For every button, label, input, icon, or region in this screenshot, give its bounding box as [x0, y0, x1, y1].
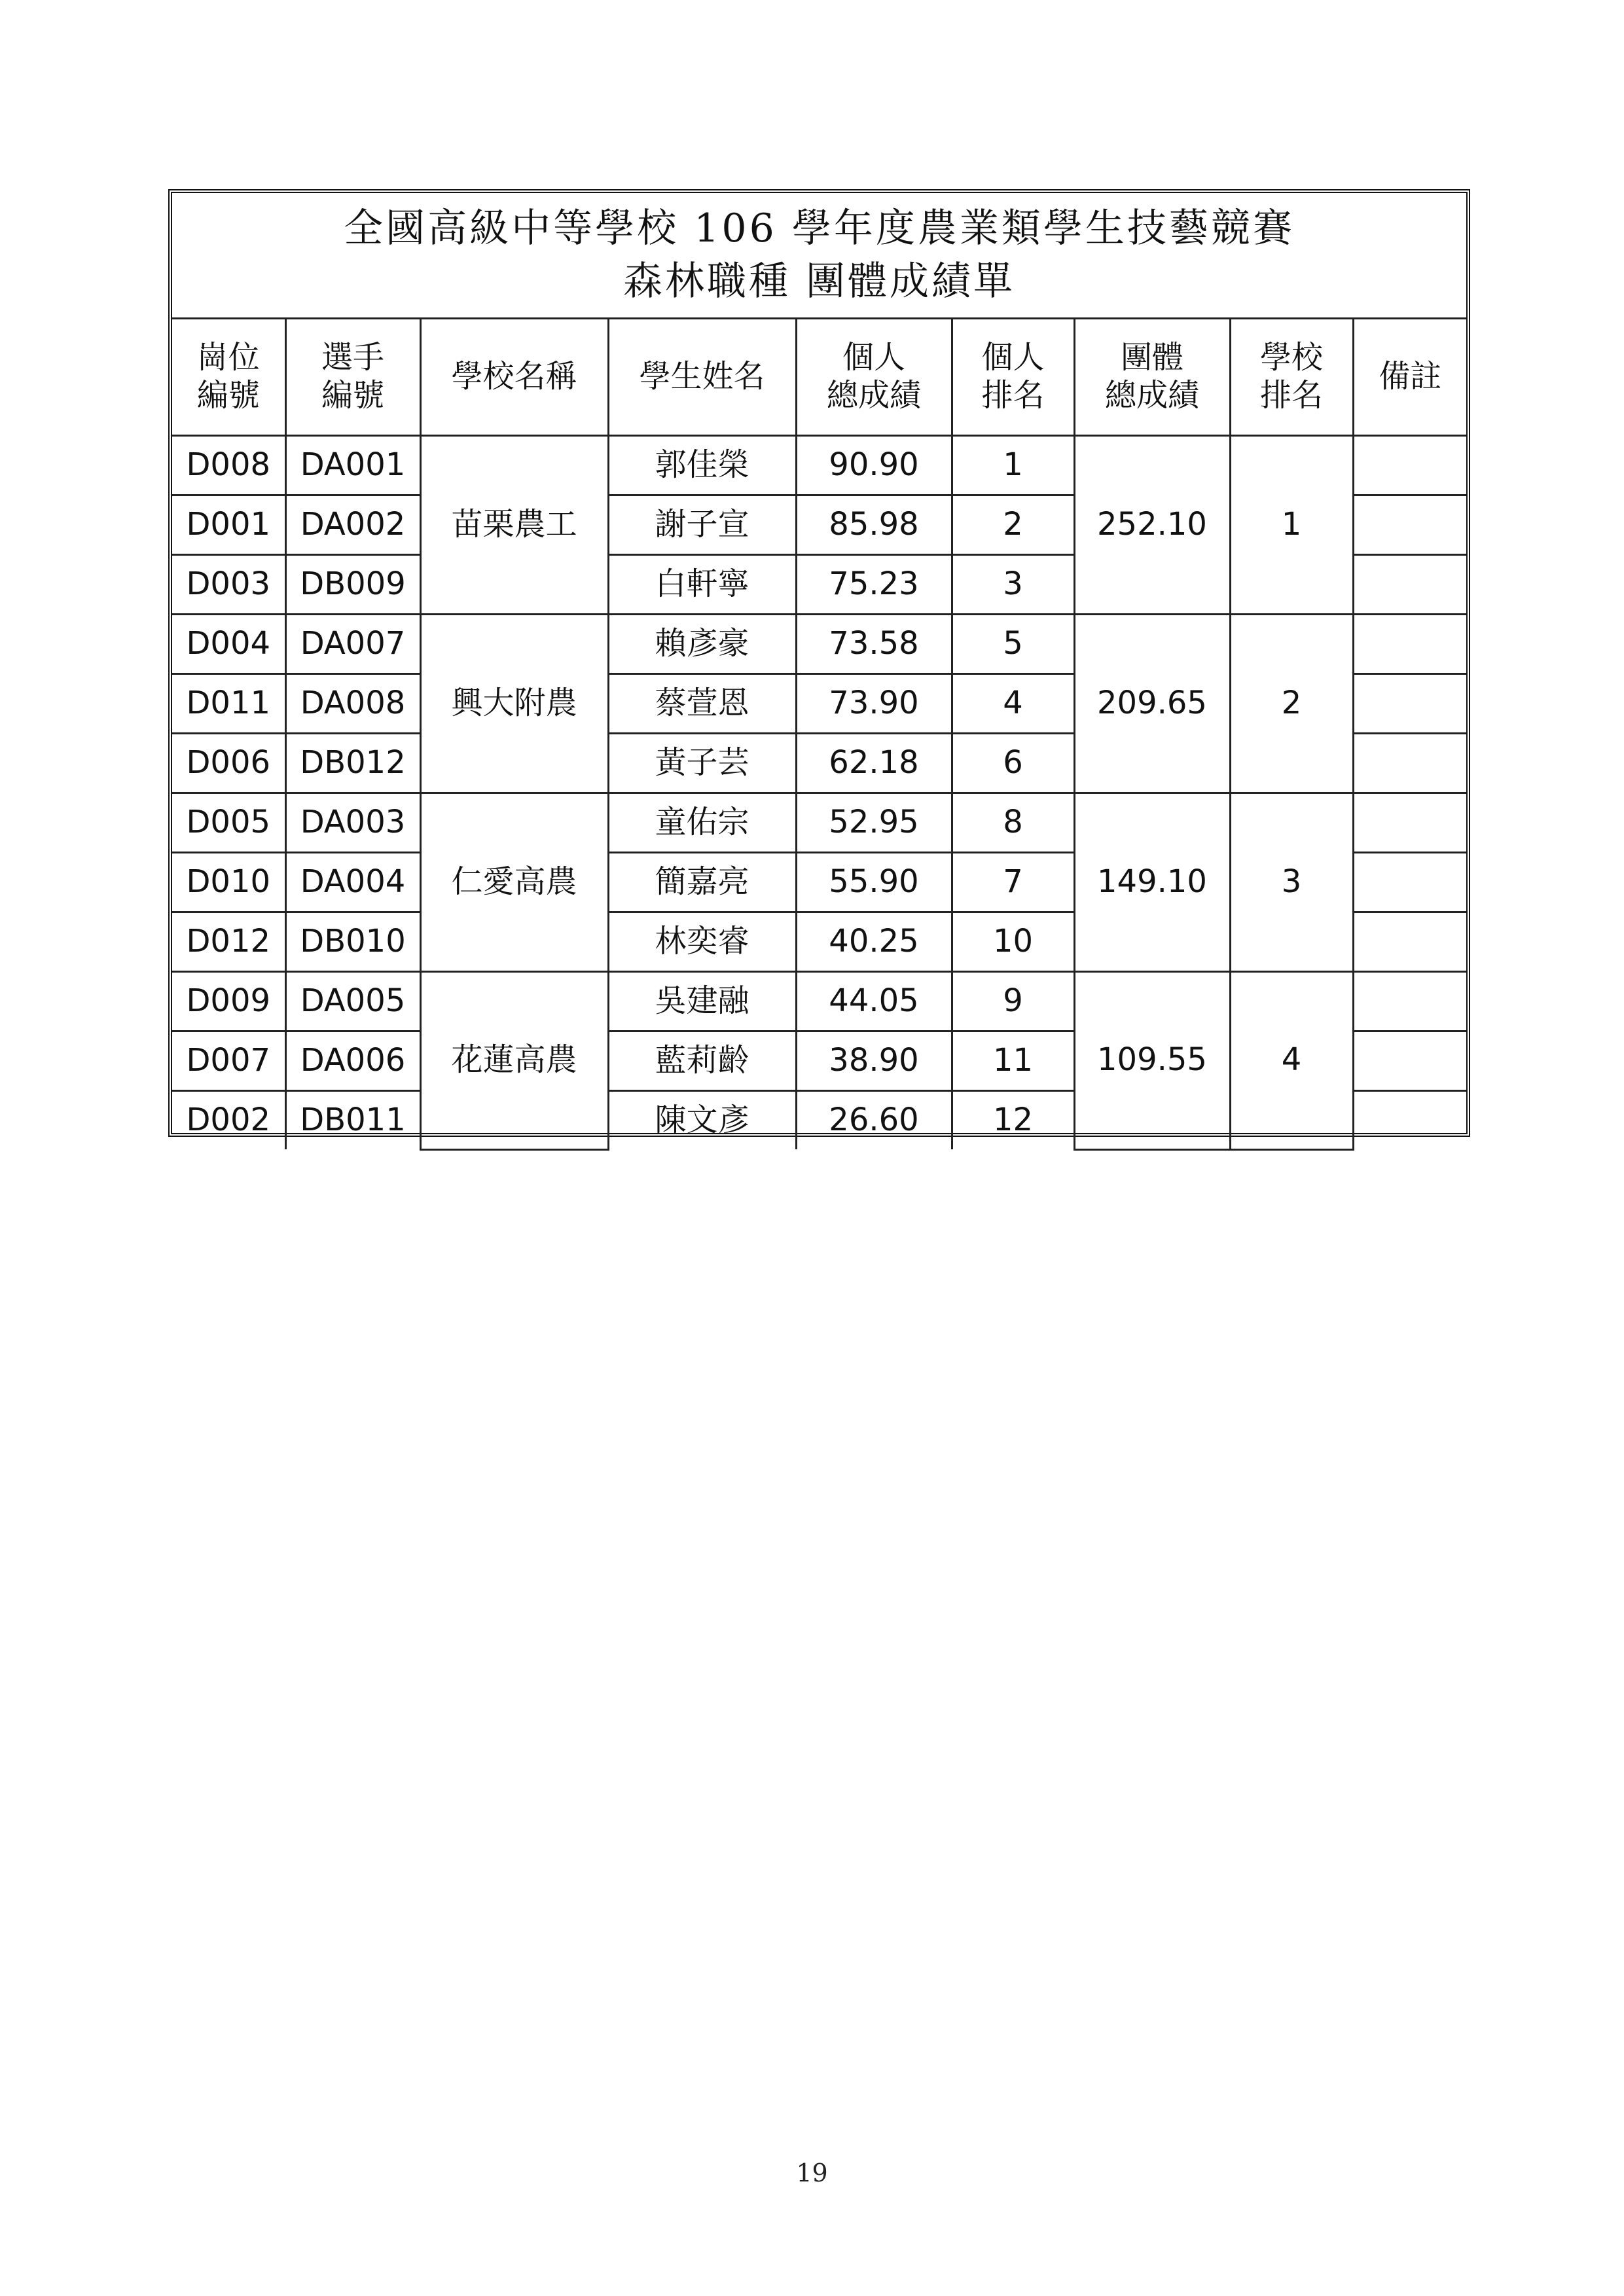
individual-rank-cell: 4	[952, 674, 1074, 734]
title-line-1: 全國高級中等學校 106 學年度農業類學生技藝競賽	[344, 206, 1295, 251]
player-number-cell: DA008	[285, 674, 420, 734]
header-team-score: 團體 總成績	[1074, 319, 1230, 436]
individual-score-cell: 85.98	[796, 495, 952, 555]
individual-rank-cell: 8	[952, 793, 1074, 853]
student-name-cell: 陳文彥	[608, 1091, 796, 1150]
remarks-cell	[1353, 674, 1466, 734]
student-name-cell: 蔡萱恩	[608, 674, 796, 734]
station-number-cell: D004	[172, 615, 285, 674]
individual-score-cell: 44.05	[796, 972, 952, 1031]
station-number-cell: D003	[172, 555, 285, 615]
player-number-cell: DA002	[285, 495, 420, 555]
student-name-cell: 吳建融	[608, 972, 796, 1031]
results-table-frame	[168, 189, 1470, 1137]
school-name-cell: 苗栗農工	[420, 436, 608, 615]
remarks-cell	[1353, 495, 1466, 555]
player-number-cell: DB009	[285, 555, 420, 615]
individual-rank-cell: 12	[952, 1091, 1074, 1150]
individual-rank-cell: 6	[952, 734, 1074, 793]
school-rank-cell: 4	[1230, 972, 1353, 1150]
school-rank-cell: 2	[1230, 615, 1353, 793]
individual-rank-cell: 1	[952, 436, 1074, 495]
table-row	[172, 436, 1466, 495]
team-results-table	[172, 193, 1466, 1151]
individual-score-cell: 73.58	[796, 615, 952, 674]
individual-score-cell: 73.90	[796, 674, 952, 734]
individual-rank-cell: 3	[952, 555, 1074, 615]
student-name-cell: 郭佳榮	[608, 436, 796, 495]
table-title	[172, 193, 1466, 319]
player-number-cell: DB011	[285, 1091, 420, 1150]
individual-score-cell: 90.90	[796, 436, 952, 495]
school-rank-cell: 1	[1230, 436, 1353, 615]
station-number-cell: D007	[172, 1031, 285, 1091]
individual-rank-cell: 2	[952, 495, 1074, 555]
individual-score-cell: 38.90	[796, 1031, 952, 1091]
remarks-cell	[1353, 734, 1466, 793]
student-name-cell: 林奕睿	[608, 912, 796, 972]
student-name-cell: 白軒寧	[608, 555, 796, 615]
team-score-cell: 109.55	[1074, 972, 1230, 1150]
team-score-cell: 149.10	[1074, 793, 1230, 972]
table-row	[172, 972, 1466, 1031]
individual-score-cell: 62.18	[796, 734, 952, 793]
station-number-cell: D001	[172, 495, 285, 555]
individual-rank-cell: 7	[952, 853, 1074, 912]
player-number-cell: DA006	[285, 1031, 420, 1091]
remarks-cell	[1353, 912, 1466, 972]
player-number-cell: DA004	[285, 853, 420, 912]
player-number-cell: DA001	[285, 436, 420, 495]
player-number-cell: DA005	[285, 972, 420, 1031]
header-individual-score: 個人 總成績	[796, 319, 952, 436]
header-student-name: 學生姓名	[608, 319, 796, 436]
remarks-cell	[1353, 1091, 1466, 1150]
header-individual-rank: 個人 排名	[952, 319, 1074, 436]
station-number-cell: D002	[172, 1091, 285, 1150]
individual-score-cell: 26.60	[796, 1091, 952, 1150]
title-line-2: 森林職種 團體成績單	[623, 259, 1016, 304]
student-name-cell: 黃子芸	[608, 734, 796, 793]
header-row	[172, 319, 1466, 436]
individual-score-cell: 55.90	[796, 853, 952, 912]
remarks-cell	[1353, 972, 1466, 1031]
station-number-cell: D012	[172, 912, 285, 972]
student-name-cell: 謝子宣	[608, 495, 796, 555]
table-row	[172, 615, 1466, 674]
player-number-cell: DA007	[285, 615, 420, 674]
station-number-cell: D006	[172, 734, 285, 793]
student-name-cell: 童佑宗	[608, 793, 796, 853]
remarks-cell	[1353, 555, 1466, 615]
student-name-cell: 藍莉齡	[608, 1031, 796, 1091]
player-number-cell: DB012	[285, 734, 420, 793]
school-name-cell: 花蓮高農	[420, 972, 608, 1150]
station-number-cell: D005	[172, 793, 285, 853]
page-number: 19	[796, 2159, 828, 2187]
header-player-number: 選手 編號	[285, 319, 420, 436]
remarks-cell	[1353, 853, 1466, 912]
individual-rank-cell: 9	[952, 972, 1074, 1031]
team-score-cell: 209.65	[1074, 615, 1230, 793]
station-number-cell: D009	[172, 972, 285, 1031]
individual-score-cell: 52.95	[796, 793, 952, 853]
header-station-number: 崗位 編號	[172, 319, 285, 436]
individual-rank-cell: 5	[952, 615, 1074, 674]
school-name-cell: 仁愛高農	[420, 793, 608, 972]
school-name-cell: 興大附農	[420, 615, 608, 793]
station-number-cell: D008	[172, 436, 285, 495]
header-remarks: 備註	[1353, 319, 1466, 436]
table-row	[172, 793, 1466, 853]
individual-score-cell: 75.23	[796, 555, 952, 615]
team-score-cell: 252.10	[1074, 436, 1230, 615]
player-number-cell: DB010	[285, 912, 420, 972]
remarks-cell	[1353, 615, 1466, 674]
school-rank-cell: 3	[1230, 793, 1353, 972]
remarks-cell	[1353, 436, 1466, 495]
station-number-cell: D010	[172, 853, 285, 912]
student-name-cell: 賴彥豪	[608, 615, 796, 674]
header-school-rank: 學校 排名	[1230, 319, 1353, 436]
player-number-cell: DA003	[285, 793, 420, 853]
individual-score-cell: 40.25	[796, 912, 952, 972]
individual-rank-cell: 10	[952, 912, 1074, 972]
individual-rank-cell: 11	[952, 1031, 1074, 1091]
remarks-cell	[1353, 1031, 1466, 1091]
header-school-name: 學校名稱	[420, 319, 608, 436]
station-number-cell: D011	[172, 674, 285, 734]
student-name-cell: 簡嘉亮	[608, 853, 796, 912]
remarks-cell	[1353, 793, 1466, 853]
